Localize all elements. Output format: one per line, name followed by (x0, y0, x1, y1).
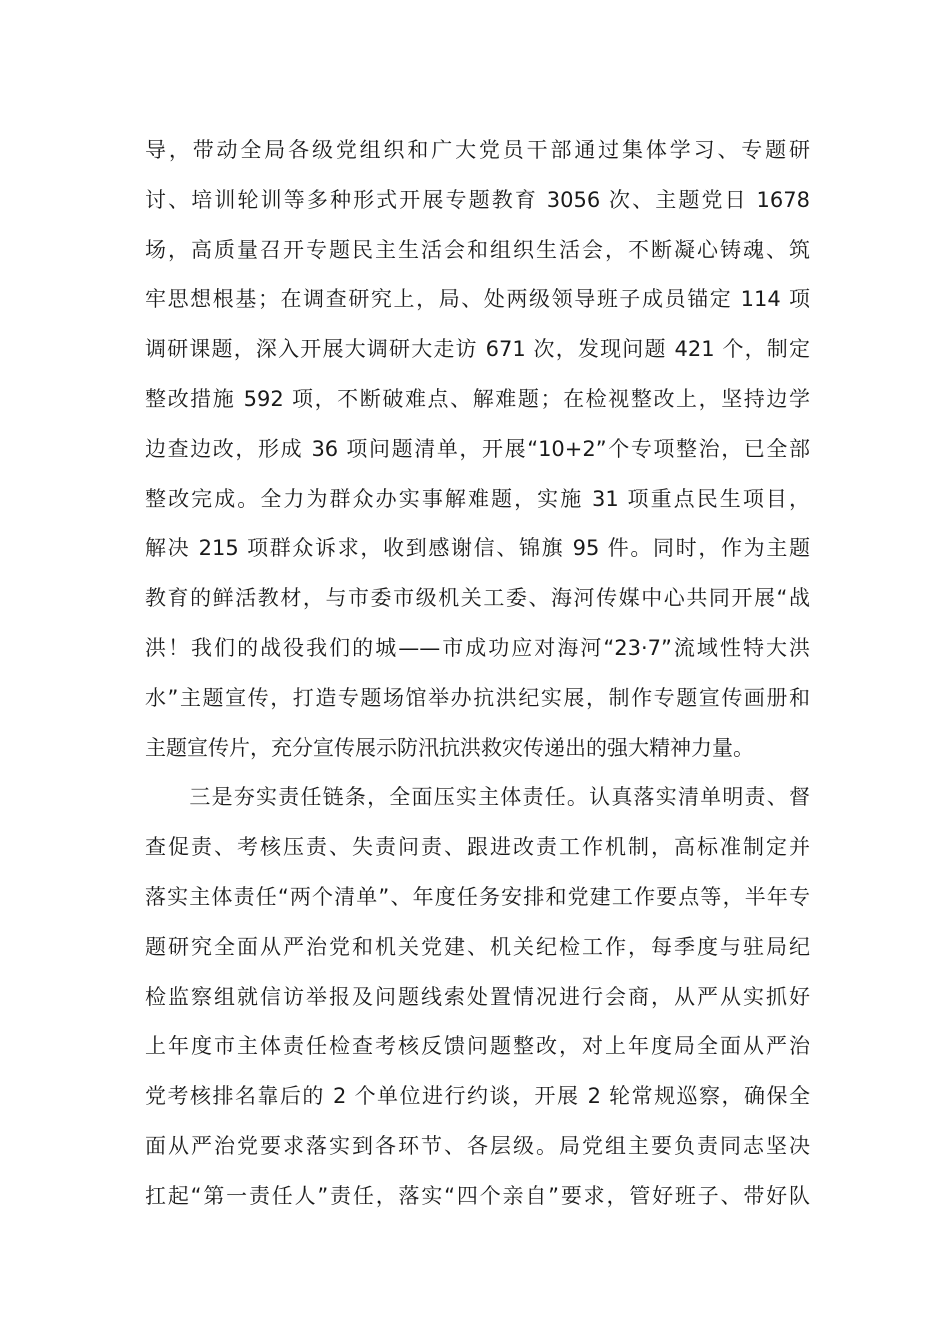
text-line: 边查边改，形成 36 项问题清单，开展“10+2”个专项整治，已全部 (145, 436, 810, 461)
text-line: 教育的鲜活教材，与市委市级机关工委、海河传媒中心共同开展“战 (145, 586, 810, 611)
text-line: 党考核排名靠后的 2 个单位进行约谈，开展 2 轮常规巡察，确保全 (145, 1084, 810, 1109)
text-line: 洪！我们的战役我们的城——市成功应对海河“23·7”流域性特大洪 (145, 635, 810, 660)
text-line: 水”主题宣传，打造专题场馆举办抗洪纪实展，制作专题宣传画册和 (145, 685, 810, 710)
text-line: 查促责、考核压责、失责问责、跟进改责工作机制，高标准制定并 (145, 835, 810, 860)
text-line: 上年度市主体责任检查考核反馈问题整改，对上年度局全面从严治 (145, 1034, 810, 1059)
text-line: 调研课题，深入开展大调研大走访 671 次，发现问题 421 个，制定 (145, 337, 810, 362)
text-line: 落实主体责任“两个清单”、年度任务安排和党建工作要点等，半年专 (145, 884, 810, 909)
text-line: 面从严治党要求落实到各环节、各层级。局党组主要负责同志坚决 (145, 1133, 810, 1158)
text-line: 场，高质量召开专题民主生活会和组织生活会，不断凝心铸魂、筑 (145, 237, 810, 262)
paragraph-end-line: 主题宣传片，充分宣传展示防汛抗洪救灾传递出的强大精神力量。 (145, 735, 754, 760)
text-line: 扛起“第一责任人”责任，落实“四个亲自”要求，管好班子、带好队 (145, 1183, 810, 1208)
text-line: 解决 215 项群众诉求，收到感谢信、锦旗 95 件。同时，作为主题 (145, 536, 810, 561)
text-line: 题研究全面从严治党和机关党建、机关纪检工作，每季度与驻局纪 (145, 934, 810, 959)
body-text (145, 126, 810, 1222)
text-line: 整改措施 592 项，不断破难点、解难题；在检视整改上，坚持边学 (145, 386, 810, 411)
text-line: 整改完成。全力为群众办实事解难题，实施 31 项重点民生项目， (145, 486, 810, 511)
paragraph-start-line: 三是夯实责任链条，全面压实主体责任。认真落实清单明责、督 (145, 785, 810, 810)
text-line: 牢思想根基；在调查研究上，局、处两级领导班子成员锚定 114 项 (145, 287, 810, 312)
text-line: 检监察组就信访举报及问题线索处置情况进行会商，从严从实抓好 (145, 984, 810, 1009)
text-line: 讨、培训轮训等多种形式开展专题教育 3056 次、主题党日 1678 (145, 187, 810, 212)
text-line: 导，带动全局各级党组织和广大党员干部通过集体学习、专题研 (145, 138, 810, 162)
